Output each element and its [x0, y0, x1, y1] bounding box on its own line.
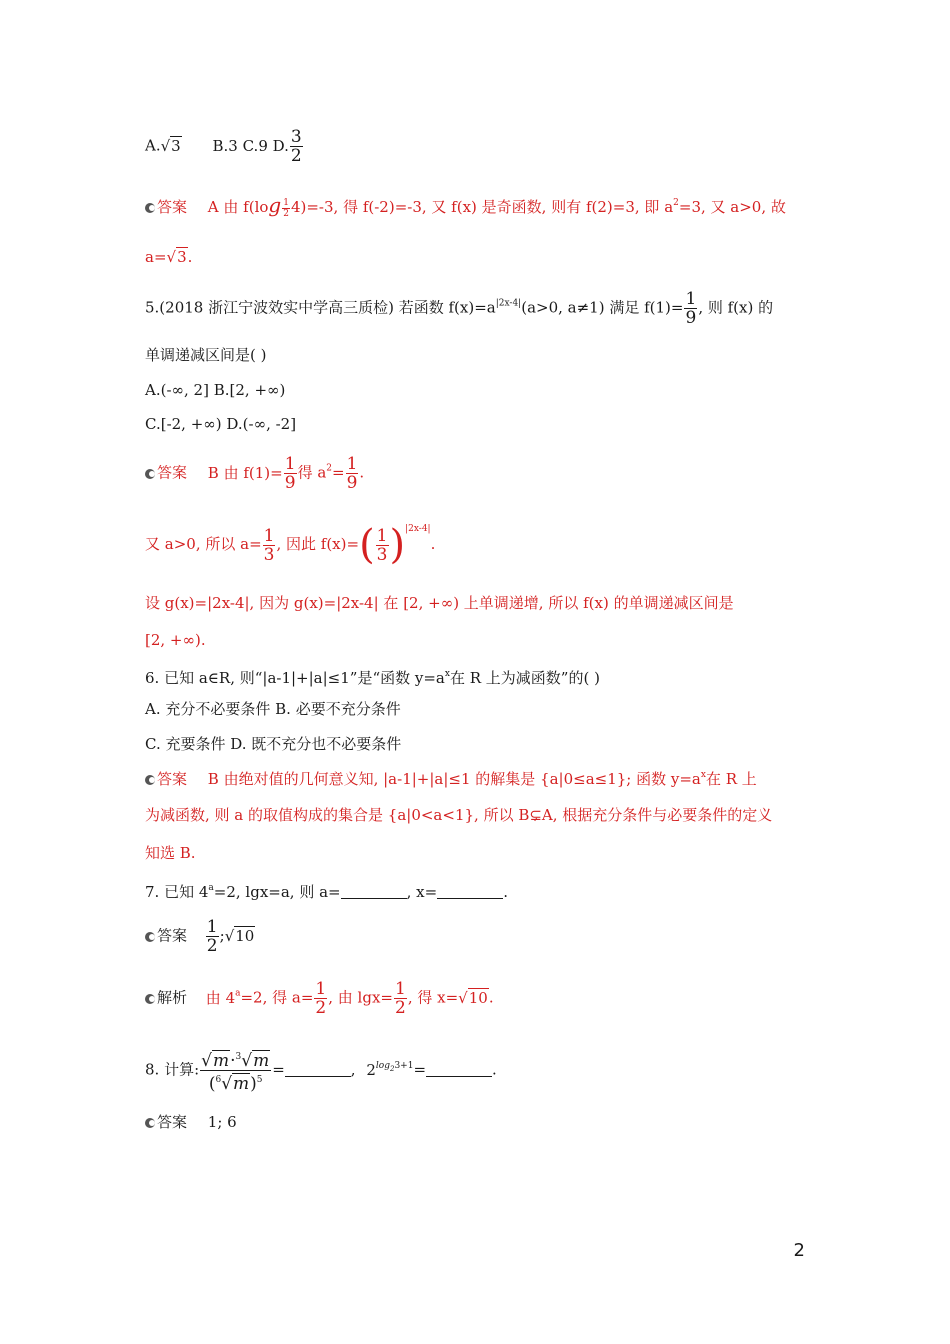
sqrt: √3 [166, 248, 187, 266]
answer-tag: 答案 [157, 926, 188, 945]
fraction: $\frac{1}{9}$ [685, 289, 697, 328]
fraction: $\frac{1}{9}$ [346, 454, 358, 493]
sqrt: √3 [160, 136, 181, 155]
sqrt: √10 [224, 926, 255, 945]
answer-tag: 答案 [157, 198, 188, 216]
answer-marker-icon [145, 1118, 155, 1128]
answer-5-line4: [2, +∞). [145, 631, 206, 649]
q4-options: A.√3 B.3 C.9 D. $\frac{3}{2}$ [145, 127, 302, 166]
right-paren: ) [389, 522, 406, 568]
answer-blank-a [341, 884, 407, 899]
q5-stem-line2: 单调递减区间是( ) [145, 346, 267, 364]
fraction: $\frac{1}{2}$ [315, 979, 327, 1018]
answer-7: 答案 $\frac{1}{2}$ ;√10 [145, 918, 255, 955]
left-paren: ( [359, 522, 375, 568]
q5-options-ab: A.(-∞, 2] B.[2, +∞) [145, 381, 286, 399]
answer-5-line3: 设 g(x)=|2x-4|, 因为 g(x)=|2x-4| 在 [2, +∞) 上单调递增, 所以 f(x) 的单调递减区间是 [145, 594, 734, 612]
q7-stem: 7. 已知 $4^a=2$, lgx=a, 则 a= , x= . [145, 883, 508, 901]
sqrt: √10 [458, 988, 488, 1007]
fraction: $\frac{1}{9}$ [284, 454, 296, 493]
solution-7: 解析 由 $4^a=2$, 得 a= $\frac{1}{2}$ , 由 lgx= $\frac{1}{2}$ , 得 x=√10. [145, 980, 494, 1017]
answer-5-line2: 又 a>0, 所以 a= $\frac{1}{3}$ , 因此 f(x)=( $\frac{1}{3}$ )$^{|2x-4|}$. [145, 522, 436, 568]
q5-options-cd: C.[-2, +∞) D.(-∞, -2] [145, 415, 297, 433]
fraction: $\frac{3}{2}$ [290, 127, 302, 166]
answer-6-line3: 知选 B. [145, 844, 196, 862]
answer-blank-2 [426, 1062, 492, 1077]
fraction: $\frac{1}{2}$ [394, 979, 406, 1018]
answer-8: 答案 1; 6 [145, 1111, 237, 1133]
q5-stem: 5.(2018 浙江宁波效实中学高三质检) 若函数 $f(x)=a^{|2x-4|}(a>0$, a≠1) 满足 f(1)= $\frac{1}{9}$ , 则 f(x) 的 [145, 289, 774, 328]
radical-fraction: $\frac{√m\cdot^3√m}{(^6√m)^5}$ [200, 1048, 271, 1093]
answer-tag: 答案 [157, 463, 188, 482]
answer-6-line2: 为减函数, 则 a 的取值构成的集合是 {a|0<a<1}, 所以 B⊊A, 根据充分条件与必要条件的定义 [145, 806, 773, 824]
q6-stem: 6. 已知 a∈R, 则“|a-1|+|a|≤1”是“函数 $y=a^x$在 R 上为减函数”的( ) [145, 669, 600, 687]
answer-marker-icon [145, 203, 155, 213]
answer-tag: 答案 [157, 1113, 188, 1131]
fraction: $\frac{1}{3}$ [263, 525, 275, 565]
answer-marker-icon [145, 932, 155, 942]
solution-marker-icon [145, 994, 155, 1004]
answer-marker-icon [145, 775, 155, 785]
answer-blank-x [437, 884, 503, 899]
fraction: $\frac{1}{3}$ [376, 525, 388, 565]
answer-5-line1: 答案 B 由 f(1)= $\frac{1}{9}$ 得 $a^2=$ $\frac{1}{9}$ . [145, 455, 364, 492]
answer-4-line1: 答案 A 由 f(log $\frac{1}{2}$ 4)=-3, 得 f(-2)=-3, 又 f(x) 是奇函数, 则有 f(2)=3, 即 $a^2=3$, 又 a>0, 故 [145, 192, 786, 219]
fraction: $\frac{1}{2}$ [206, 917, 218, 956]
q6-options-ab: A. 充分不必要条件 B. 必要不充分条件 [145, 700, 401, 718]
answer-marker-icon [145, 469, 155, 479]
answer-6-line1: 答案 B 由绝对值的几何意义知, |a-1|+|a|≤1 的解集是 {a|0≤a≤1}; 函数 $y=a^x$在 R 上 [145, 764, 757, 790]
answer-tag: 答案 [157, 770, 188, 788]
q6-options-cd: C. 充要条件 D. 既不充分也不必要条件 [145, 735, 402, 753]
page-number: 2 [793, 1240, 805, 1261]
answer-blank-1 [285, 1062, 351, 1077]
q8-stem: 8. 计算: $\frac{√m\cdot^3√m}{(^6√m)^5}$ = , $2^{log_23+1}=$ . [145, 1048, 497, 1093]
log-base: $\frac{1}{2}$ [283, 197, 289, 219]
solution-tag: 解析 [157, 988, 188, 1007]
answer-4-line2: a=√3. [145, 248, 193, 266]
